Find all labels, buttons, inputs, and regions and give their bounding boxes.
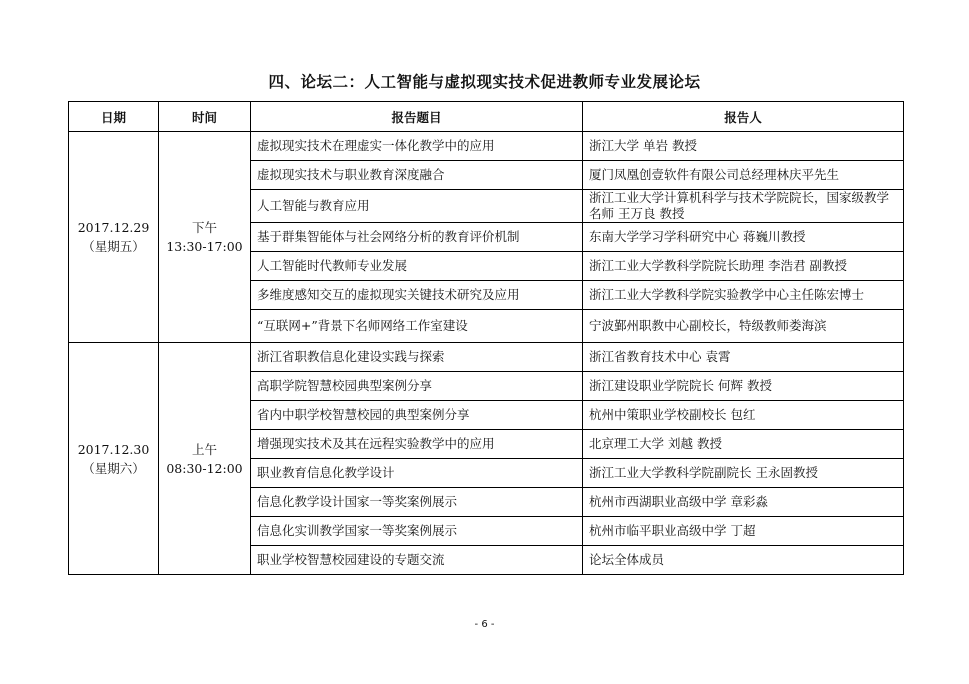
topic-cell: 多维度感知交互的虚拟现实关键技术研究及应用 [251,281,583,310]
topic-cell: 基于群集智能体与社会网络分析的教育评价机制 [251,223,583,252]
topic-cell: 信息化教学设计国家一等奖案例展示 [251,488,583,517]
table-header-row [69,102,904,132]
session-period: 上午 [191,441,217,457]
topic-cell: 高职学院智慧校园典型案例分享 [251,372,583,401]
session-period: 下午 [191,220,217,235]
speaker-cell: 东南大学学习学科研究中心 蒋巍川教授 [583,223,904,252]
page-number: - 6 - [474,619,495,630]
session-weekday: （星期五） [82,239,145,254]
topic-cell: 虚拟现实技术与职业教育深度融合 [251,161,583,190]
table-row [69,343,904,372]
header-speaker: 报告人 [583,102,904,132]
topic-cell: 人工智能时代教师专业发展 [251,252,583,281]
speaker-cell: 浙江工业大学教科学院院长助理 李浩君 副教授 [583,252,904,281]
speaker-cell: 北京理工大学 刘越 教授 [583,430,904,459]
speaker-cell: 浙江建设职业学院院长 何辉 教授 [583,372,904,401]
speaker-cell: 浙江工业大学教科学院副院长 王永固教授 [583,459,904,488]
header-date: 日期 [69,102,159,132]
speaker-cell: 浙江省教育技术中心 袁霄 [583,343,904,372]
topic-cell: 虚拟现实技术在理虚实一体化教学中的应用 [251,132,583,161]
session-date: 2017.12.30 [77,441,150,457]
topic-cell: 省内中职学校智慧校园的典型案例分享 [251,401,583,430]
speaker-cell: 杭州中策职业学校副校长 包红 [583,401,904,430]
session-time-range: 13:30-17:00 [166,239,243,254]
session-time-range: 08:30-12:00 [166,460,243,476]
table-row [69,132,904,161]
session-weekday: （星期六） [82,460,145,476]
speaker-cell: 浙江工业大学计算机科学与技术学院院长，国家级教学名师 王万良 教授 [583,190,904,223]
speaker-cell: 浙江大学 单岩 教授 [583,132,904,161]
topic-cell: 增强现实技术及其在远程实验教学中的应用 [251,430,583,459]
header-topic: 报告题目 [251,102,583,132]
speaker-cell: 杭州市西湖职业高级中学 章彩淼 [583,488,904,517]
session-date-cell [69,132,159,343]
topic-cell: 信息化实训教学国家一等奖案例展示 [251,517,583,546]
page-title: 四、论坛二：人工智能与虚拟现实技术促进教师专业发展论坛 [268,73,701,91]
schedule-table [68,101,904,575]
speaker-cell: 浙江工业大学教科学院实验教学中心主任陈宏博士 [583,281,904,310]
speaker-cell: 杭州市临平职业高级中学 丁超 [583,517,904,546]
speaker-cell: 论坛全体成员 [583,546,904,575]
session-time-cell [159,343,251,575]
topic-cell: 浙江省职教信息化建设实践与探索 [251,343,583,372]
topic-cell: 职业学校智慧校园建设的专题交流 [251,546,583,575]
header-time: 时间 [159,102,251,132]
session-date-cell [69,343,159,575]
speaker-cell: 宁波鄞州职教中心副校长，特级教师娄海滨 [583,310,904,343]
topic-cell: 人工智能与教育应用 [251,190,583,223]
session-date: 2017.12.29 [77,220,150,235]
speaker-cell: 厦门凤凰创壹软件有限公司总经理林庆平先生 [583,161,904,190]
topic-cell: 职业教育信息化教学设计 [251,459,583,488]
session-time-cell [159,132,251,343]
topic-cell: “互联网+”背景下名师网络工作室建设 [251,310,583,343]
